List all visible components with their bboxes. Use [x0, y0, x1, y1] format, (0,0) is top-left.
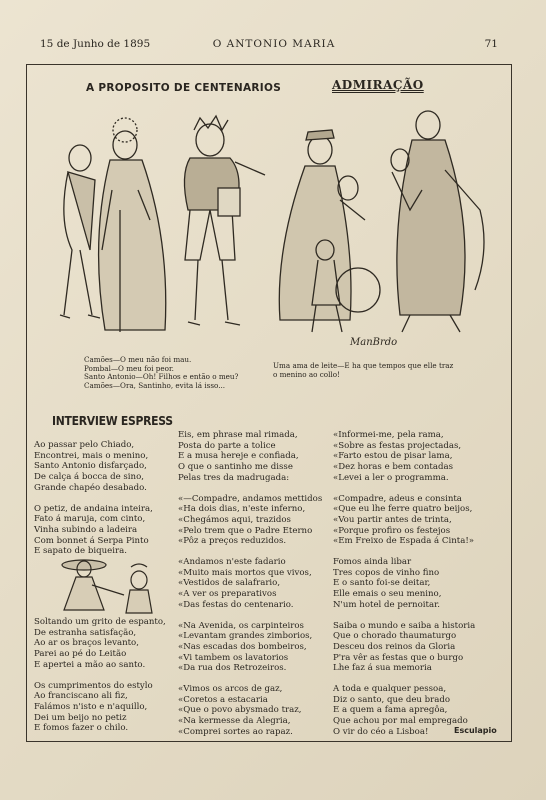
stanza: «Andamos n'este fadario «Muito mais mortos que vivos, «Vestidos de salafrario, «A ver os preparativos «Das festas do centenario. — [178, 557, 312, 610]
cartoon-left-caption: Camões—O meu não foi mau. Pombal—O meu foi peor. Santo Antonio—Oh! Filhos e então o meu? Camões—Ora, Santinho, evita lá isso... — [84, 355, 239, 390]
svg-text:ManBrdo: ManBrdo — [350, 337, 398, 348]
issue-date: 15 de Junho de 1895 — [40, 38, 151, 50]
newspaper-title: O ANTONIO MARIA — [212, 38, 336, 50]
page-number: 71 — [484, 38, 498, 50]
stanza: Fomos ainda libar Tres copos de vinho fino E o santo foi-se deitar, Elle emais o seu menino, N'um hotel de pernoitar. — [333, 557, 442, 610]
cartoon-right-title: ADMIRAÇÃO — [332, 78, 424, 92]
cartoon-illustration — [50, 100, 500, 350]
stanza: Saiba o mundo e saiba a historia Que o chorado thaumaturgo Desceu dos reinos da Gloria P'ra vêr as festas que o burgo Lhe faz á sua memoria — [333, 620, 476, 674]
stanza: Ao passar pelo Chiado, Encontrei, mais o menino, Santo Antonio disfarçado, De calça á bocca de sino, Grande chapéo desabado. — [34, 440, 149, 493]
small-illustration — [54, 555, 164, 615]
stanza: «Na Avenida, os carpinteiros «Levantam grandes zimborios, «Nas escadas dos bombeiros, «Vi tambem os lavatorios «Da rua dos Retrozeiros. — [178, 620, 313, 674]
stanza: «Informei-me, pela rama, «Sobre as festas projectadas, «Farto estou de pisar lama, «Dez horas e bem contadas «Levei a ler o programma. — [333, 430, 462, 483]
stanza: O petiz, de andaina inteira, Fato á maruja, com cinto, Vinha subindo a ladeira Com bonnet á Serpa Pinto E sapato de biqueira. — [34, 503, 153, 557]
nurse-figure — [279, 130, 380, 332]
stanza: «—Compadre, andamos mettidos «Ha dois dias, n'este inferno, «Chegámos aqui, trazidos «Pelo trem que o Padre Eterno «Pôz a preços reduzidos. — [178, 493, 323, 547]
stanza: «Vimos os arcos de gaz, «Coretos a estacaria «Que o povo abysmado traz, «Na kermesse da Alegria, «Comprei sortes ao rapaz. — [178, 684, 302, 737]
author-signature: Esculapio — [454, 726, 497, 735]
cartoon-right-caption: Uma ama de leite—E ha que tempos que elle traz o menino ao collo! — [273, 361, 454, 379]
article-column-2 — [178, 430, 328, 748]
stanza: A toda e qualquer pessoa, Diz o santo, que deu brado E a quem a fama apregôa, Que achou por mal empregado O vir do céo a Lisboa! — [333, 684, 468, 737]
article-column-1-lower — [34, 617, 174, 744]
camoes-figure — [60, 145, 100, 318]
article-column-3 — [333, 430, 498, 748]
pombal-figure — [99, 118, 166, 332]
article-column-1 — [34, 440, 174, 567]
stanza: Os cumprimentos do estylo Ao franciscano ali fiz, Falámos n'isto e n'aquillo, Dei um beijo no petiz E fomos fazer o chilo. — [34, 680, 153, 734]
cartoon-left-title: A PROPOSITO DE CENTENARIOS — [86, 82, 282, 94]
friar-figure — [391, 111, 484, 332]
santo-antonio-figure — [184, 116, 265, 325]
page-header — [40, 38, 508, 56]
article-title: INTERVIEW ESPRESS — [52, 414, 173, 428]
stanza: «Compadre, adeus e consinta «Que eu lhe ferre quatro beijos, «Vou partir antes de trinta, «Porque profiro os festejos «Em Freixo de Espada á Cinta!» — [333, 493, 475, 547]
stanza: Soltando um grito de espanto, De estranha satisfação, Ao ar os braços levanto, Parei ao pé do Leitão E apertei a mão ao santo. — [34, 617, 166, 670]
stanza: Eis, em phrase mal rimada, Posta do parte a tolice E a musa hereje e confiada, O que o santinho me disse Pelas tres da madrugada: — [178, 430, 299, 483]
